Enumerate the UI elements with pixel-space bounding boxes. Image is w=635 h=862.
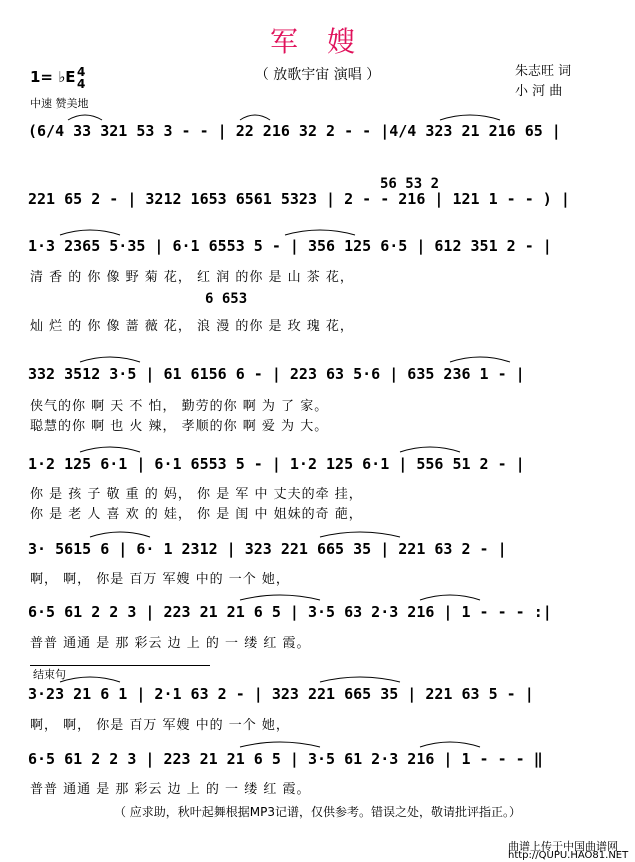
watermark: 曲谱上传于中国曲谱网: [508, 840, 618, 853]
performer: （ 放歌宇宙 演唱 ）: [254, 67, 381, 83]
notation-line: 3·23 21 6 1 | 2·1 63 2 - | 323 221 665 35 | 221 63 5 - |: [28, 685, 534, 703]
notation-line: 6·5 61 2 2 3 | 223 21 21 6 5 | 3·5 63 2·3 216 | 1 - - - :|: [28, 603, 552, 621]
time-signature: 4 4: [77, 65, 86, 91]
composer: 小 河 曲: [515, 84, 563, 99]
upper-notes: 56 53 2: [380, 176, 440, 192]
footer-note: （ 应求助，秋叶起舞根据MP3记谱，仅供参考。错误之处，敬请批评指正。）: [113, 805, 522, 819]
end-section-label: 结束句: [33, 668, 66, 681]
lyric-line: 普普 通通 是 那 彩云 边 上 的 一 缕 红 霞。: [30, 782, 311, 797]
tempo-marking: 中速 赞美地: [30, 97, 89, 110]
lyric-line: 啊， 啊， 你是 百万 军嫂 中的 一个 她，: [30, 572, 290, 587]
lyric-line: 聪慧的你 啊 也 火 辣， 孝顺的你 啊 爱 为 大。: [30, 419, 329, 434]
key-signature: 1= ♭E: [30, 68, 76, 86]
lyric-line: 侠气的你 啊 天 不 怕， 勤劳的你 啊 为 了 家。: [30, 399, 329, 414]
lyric-line: 灿 烂 的 你 像 蔷 薇 花， 浪 漫 的你 是 玫 瑰 花，: [30, 319, 354, 334]
notation-line: 332 3512 3·5 | 61 6156 6 - | 223 63 5·6 | 635 236 1 - |: [28, 365, 525, 383]
lyric-line: 清 香 的 你 像 野 菊 花， 红 润 的你 是 山 茶 花，: [30, 270, 354, 285]
lyricist: 朱志旺 词: [515, 64, 572, 79]
notation-line: (6/4 33 321 53 3 - - | 22 216 32 2 - - |4/4 323 21 216 65 |: [28, 122, 561, 140]
notation-line: 221 65 2 - | 3212 1653 6561 5323 | 2 - - 216 | 121 1 - - ) |: [28, 190, 570, 208]
notation-line: 3· 5615 6 | 6· 1 2312 | 323 221 665 35 | 221 63 2 - |: [28, 540, 507, 558]
lyric-line: 你 是 孩 子 敬 重 的 妈， 你 是 军 中 丈夫的牵 挂，: [30, 487, 363, 502]
notation-line: 1·2 125 6·1 | 6·1 6553 5 - | 1·2 125 6·1 | 556 51 2 - |: [28, 455, 525, 473]
lyric-line: 你 是 老 人 喜 欢 的 娃， 你 是 闺 中 姐妹的奇 葩，: [30, 507, 363, 522]
notation-line: 1·3 2365 5·35 | 6·1 6553 5 - | 356 125 6·5 | 612 351 2 - |: [28, 237, 552, 255]
lyric-line: 啊， 啊， 你是 百万 军嫂 中的 一个 她，: [30, 718, 290, 733]
lyric-line: 普普 通通 是 那 彩云 边 上 的 一 缕 红 霞。: [30, 636, 311, 651]
watermark-url: http://QUPU.HAO81.NET: [508, 850, 629, 861]
song-title: 军 嫂: [270, 25, 365, 58]
upper-notes: 6 653: [205, 291, 248, 307]
notation-line: 6·5 61 2 2 3 | 223 21 21 6 5 | 3·5 61 2·3 216 | 1 - - - ‖: [28, 750, 543, 768]
